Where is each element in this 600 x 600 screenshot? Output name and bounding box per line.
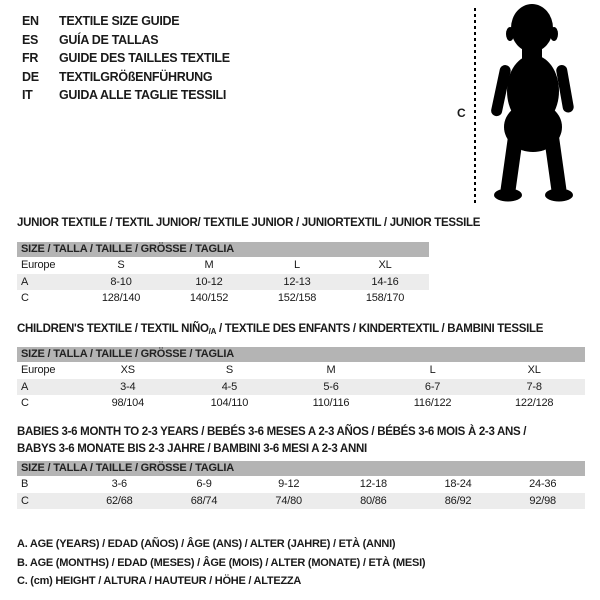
table-row-height <box>17 395 585 412</box>
language-row-es <box>22 31 230 50</box>
language-header <box>22 12 230 105</box>
row-label: B <box>21 478 29 491</box>
babies-title-line2: BABYS 3-6 MONATE BIS 2-3 JAHRE / BAMBINI 3-6 MESI A 2-3 ANNI <box>17 443 367 455</box>
height-cell: 68/74 <box>190 494 218 507</box>
language-title: GUIDA ALLE TAGLIE TESSILI <box>59 88 227 102</box>
age-cell: 6-7 <box>424 380 441 393</box>
age-cell: 7-8 <box>526 380 542 393</box>
age-cell: 5-6 <box>323 380 339 393</box>
height-cell: 80/86 <box>360 494 387 507</box>
height-cell: 74/80 <box>275 494 302 507</box>
size-cell: L <box>429 364 436 377</box>
language-title: TEXTILE SIZE GUIDE <box>59 14 180 28</box>
row-label: C <box>21 292 29 305</box>
babies-title-line1: BABIES 3-6 MONTH TO 2-3 YEARS / BEBÉS 3-6 MESES A 2-3 AÑOS / BÉBÉS 3-6 MOIS À 2-3 ANS / <box>17 426 527 438</box>
babies-size-table <box>17 461 585 509</box>
legend-height-cm: C. (cm) HEIGHT / ALTURA / HAUTEUR / HÖHE / ALTEZZA <box>17 575 302 587</box>
size-cell: XL <box>378 259 392 272</box>
height-cell: 98/104 <box>111 397 145 410</box>
height-cell: 128/140 <box>101 292 141 305</box>
row-label: Europe <box>21 364 56 377</box>
toddler-silhouette-icon <box>482 3 584 208</box>
table-row-months <box>17 476 585 493</box>
row-label: Europe <box>21 259 56 272</box>
age-cell: 14-16 <box>371 275 399 288</box>
table-row-europe <box>17 257 429 274</box>
language-code: FR <box>22 51 39 65</box>
age-cell: 3-4 <box>120 380 136 393</box>
language-row-de <box>22 68 230 87</box>
size-cell: S <box>117 259 125 272</box>
months-cell: 3-6 <box>111 478 127 491</box>
row-label: C <box>21 494 29 507</box>
size-header-bar: SIZE / TALLA / TAILLE / GRÖSSE / TAGLIA <box>17 242 429 257</box>
babies-table-title <box>17 424 526 458</box>
size-cell: M <box>204 259 214 272</box>
height-cell: 110/116 <box>312 397 350 410</box>
height-cell: 116/122 <box>413 397 452 410</box>
height-cell: 158/170 <box>365 292 405 305</box>
title-prefix: CHILDREN'S TEXTILE / TEXTIL NIÑO <box>17 323 209 335</box>
title-subscript: /A <box>208 327 217 336</box>
row-label: A <box>21 275 29 288</box>
size-header-bar: SIZE / TALLA / TAILLE / GRÖSSE / TAGLIA <box>17 347 585 362</box>
language-code: IT <box>22 88 33 102</box>
age-cell: 12-13 <box>283 275 311 288</box>
height-cell: 104/110 <box>210 397 249 410</box>
language-code: DE <box>22 69 39 84</box>
size-cell: S <box>225 364 233 377</box>
language-title: GUIDE DES TAILLES TEXTILE <box>59 51 230 65</box>
language-title: GUÍA DE TALLAS <box>59 32 159 47</box>
months-cell: 24-36 <box>529 478 557 491</box>
language-row-en <box>22 12 230 31</box>
age-cell: 4-5 <box>221 380 238 393</box>
children-size-table <box>17 347 585 412</box>
row-label: A <box>21 380 29 393</box>
table-row-age <box>17 379 585 396</box>
junior-table-title: JUNIOR TEXTILE / TEXTIL JUNIOR/ TEXTILE JUNIOR / JUNIORTEXTIL / JUNIOR TESSILE <box>17 217 481 229</box>
language-code: EN <box>22 14 39 28</box>
table-row-height <box>17 493 585 510</box>
children-table-title <box>17 321 543 340</box>
months-cell: 18-24 <box>444 478 472 491</box>
height-cell: 86/92 <box>444 494 472 507</box>
height-cell: 122/128 <box>514 397 554 410</box>
size-cell: XS <box>120 364 135 377</box>
title-suffix: / TEXTILE DES ENFANTS / KINDERTEXTIL / BAMBINI TESSILE <box>216 323 544 335</box>
height-cell: 152/158 <box>277 292 317 305</box>
height-measure-label: C <box>457 106 466 120</box>
table-row-height <box>17 290 429 307</box>
age-cell: 8-10 <box>110 275 132 288</box>
height-cell: 62/68 <box>106 494 133 507</box>
table-row-europe <box>17 362 585 379</box>
height-cell: 140/152 <box>189 292 229 305</box>
size-header-bar: SIZE / TALLA / TAILLE / GRÖSSE / TAGLIA <box>17 461 585 476</box>
table-row-age <box>17 274 429 291</box>
legend-age-months: B. AGE (MONTHS) / EDAD (MESES) / ÂGE (MOIS) / ALTER (MONATE) / ETÀ (MESI) <box>17 556 426 569</box>
size-cell: L <box>294 259 300 272</box>
language-row-it <box>22 86 230 105</box>
row-label: C <box>21 397 29 410</box>
language-title: TEXTILGRÖßENFÜHRUNG <box>59 69 213 84</box>
height-cell: 92/98 <box>529 494 556 507</box>
junior-size-table <box>17 242 429 307</box>
language-code: ES <box>22 32 39 47</box>
size-cell: M <box>326 364 336 377</box>
size-cell: XL <box>527 364 541 377</box>
legend-age-years: A. AGE (YEARS) / EDAD (AÑOS) / ÂGE (ANS) / ALTER (JAHRE) / ETÀ (ANNI) <box>17 538 396 550</box>
age-cell: 10-12 <box>195 275 223 288</box>
language-row-fr <box>22 49 230 68</box>
height-dashed-line <box>474 8 476 206</box>
measure-legend <box>17 535 425 591</box>
months-cell: 12-18 <box>359 478 387 491</box>
months-cell: 9-12 <box>278 478 300 491</box>
months-cell: 6-9 <box>196 478 212 491</box>
